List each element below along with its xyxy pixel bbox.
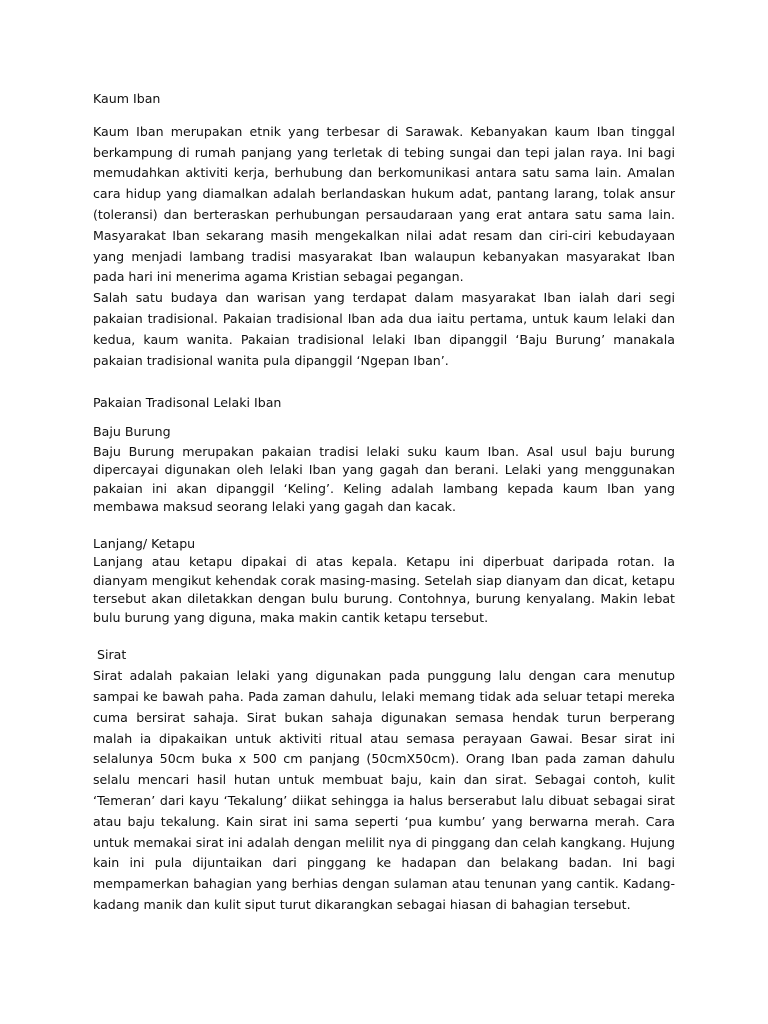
item-heading-lanjang-ketapu: Lanjang/ Ketapu: [93, 535, 196, 551]
item-heading-baju-burung: Baju Burung: [93, 424, 171, 440]
spacer: [93, 517, 675, 535]
item-text-lanjang-ketapu: Lanjang atau ketapu dipakai di atas kepala. Ketapu ini diperbuat daripada rotan. Ia dianyam mengikut kehendak corak masing-masing. Setelah siap dianyam dan dicat, ketapu tersebut akan diletakkan dengan bulu burung. Contohnya, burung kenyalang. Makin lebat bulu burung yang diguna, maka makin cantik ketapu tersebut.: [93, 554, 675, 625]
section-heading: Pakaian Tradisonal Lelaki Iban: [93, 395, 282, 411]
item-text-baju-burung: Baju Burung merupakan pakaian tradisi lelaki suku kaum Iban. Asal usul baju burung dipercayai digunakan oleh lelaki Iban yang gagah dan berani. Lelaki yang menggunakan pakaian ini akan dipanggil ‘Keling’. Keling adalah lambang kepada kaum Iban yang membawa maksud seorang lelaki yang gagah dan kacak.: [93, 443, 675, 515]
document-title: Kaum Iban: [93, 91, 161, 106]
spacer: [93, 414, 675, 422]
intro-paragraph-2: Salah satu budaya dan warisan yang terdapat dalam masyarakat Iban ialah dari segi pakaian tradisional. Pakaian tradisional Iban ada dua iaitu pertama, untuk kaum lelaki dan kedua, kaum wanita. Pakaian tradisional lelaki Iban dipanggil ‘Baju Burung’ manakala pakaian tradisional wanita pula dipanggil ‘Ngepan Iban’.: [93, 290, 675, 368]
spacer: [93, 371, 675, 393]
intro-paragraph-1: Kaum Iban merupakan etnik yang terbesar di Sarawak. Kebanyakan kaum Iban tinggal berkampung di rumah panjang yang terletak di tebing sungai dan tepi jalan raya. Ini bagi memudahkan aktiviti kerja, berhubung dan berkomunikasi antara satu sama lain. Amalan cara hidup yang diamalkan adalah berlandaskan hukum adat, pantang larang, tolak ansur (toleransi) dan berteraskan perhubungan persaudaraan yang erat antara satu sama lain. Masyarakat Iban sekarang masih mengekalkan nilai adat resam dan ciri-ciri kebudayaan yang menjadi lambang tradisi masyarakat Iban walaupun kebanyakan masyarakat Iban pada hari ini menerima agama Kristian sebagai pegangan.: [93, 123, 675, 285]
item-text-sirat: Sirat adalah pakaian lelaki yang digunakan pada punggung lalu dengan cara menutup sampai ke bawah paha. Pada zaman dahulu, lelaki memang tidak ada seluar tetapi mereka cuma bersirat sahaja. Sirat bukan sahaja digunakan semasa hendak turun berperang malah ia dipakaikan untuk aktiviti ritual atau semasa perayaan Gawai. Besar sirat ini selalunya 50cm buka x 500 cm panjang (50cmX50cm). Orang Iban pada zaman dahulu selalu mencari hasil hutan untuk membuat baju, kain dan sirat. Sebagai contoh, kulit ‘Temeran’ dari kayu ‘Tekalung’ diikat sehingga ia halus berserabut lalu dibuat sebagai sirat atau baju tekalung. Kain sirat ini sama seperti ‘pua kumbu’ yang berwarna merah. Cara untuk memakai sirat ini adalah dengan melilit nya di pinggang dan celah kangkang. Hujung kain ini pula dijuntaikan dari pinggang ke hadapan dan belakang badan. Ini bagi mempamerkan bahagian yang berhias dengan sulaman atau tenunan yang cantik. Kadang-kadang manik dan kulit siput turut dikarangkan sebagai hiasan di bahagian tersebut.: [93, 668, 675, 913]
item-heading-sirat: Sirat: [93, 647, 127, 663]
spacer: [93, 627, 675, 645]
